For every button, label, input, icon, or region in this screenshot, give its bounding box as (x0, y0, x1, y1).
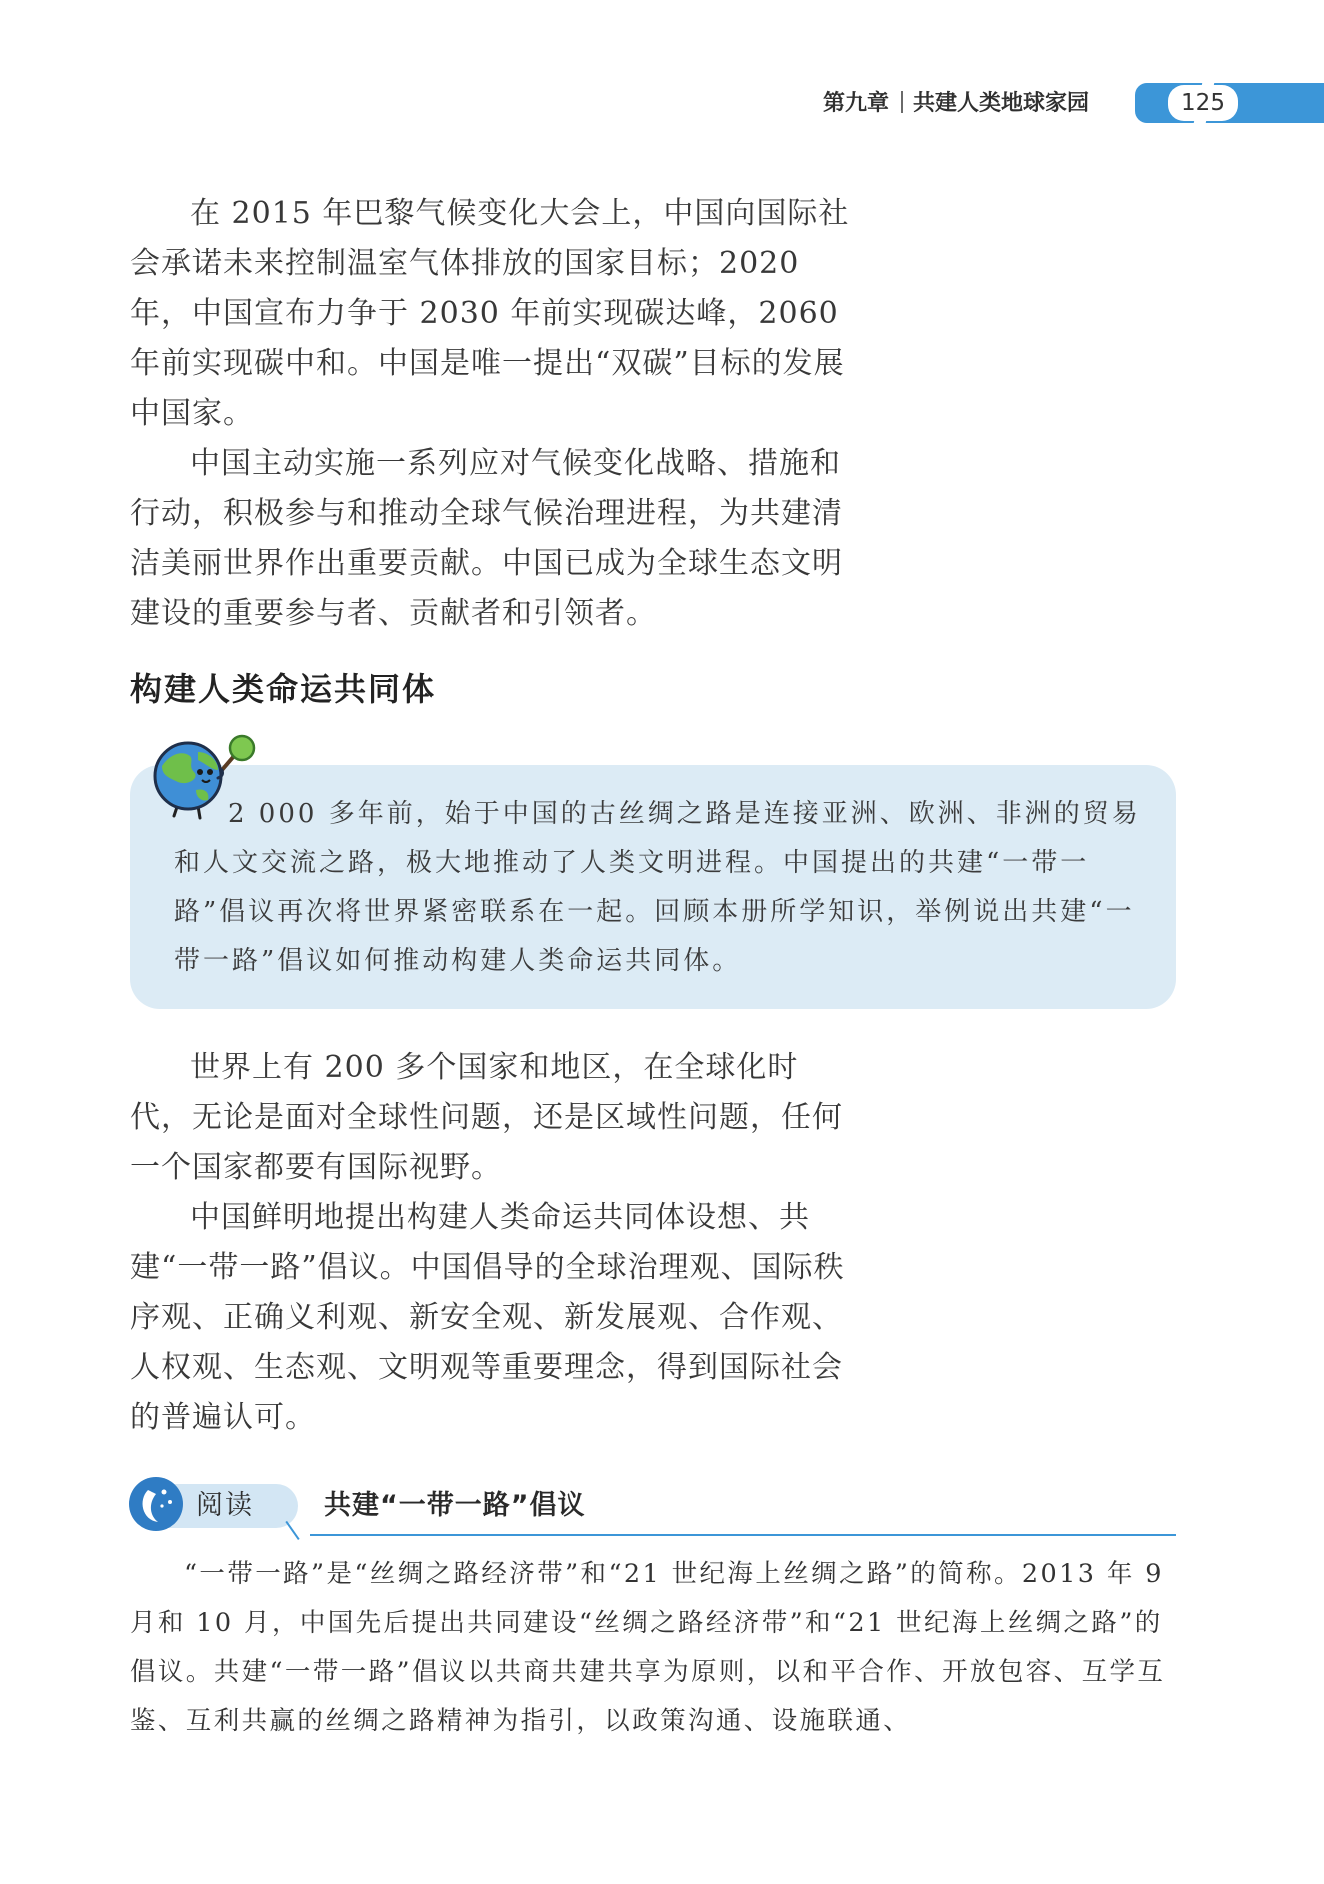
header-divider (901, 91, 903, 113)
body-paragraph: 中国鲜明地提出构建人类命运共同体设想、共建“一带一路”倡议。中国倡导的全球治理观、国际秩序观、正确义利观、新安全观、新发展观、合作观、人权观、生态观、文明观等重要理念，得到国际社会的普遍认可。 (130, 1200, 845, 1435)
page-number: 125 (1168, 85, 1238, 121)
reading-underline (310, 1534, 1176, 1536)
reading-text: “一带一路”是“丝绸之路经济带”和“21 世纪海上丝绸之路”的简称。2013 年 9 月和 10 月，中国先后提出共同建设“丝绸之路经济带”和“21 世纪海上丝绸之路”的倡议。共建“一带一路”倡议以共商共建共享为原则，以和平合作、开放包容、互学互鉴、互利共赢的丝绸之路精神为指引，以政策沟通、设施联通、 (130, 1559, 1166, 1736)
activity-text: 2 000 多年前，始于中国的古丝绸之路是连接亚洲、欧洲、非洲的贸易和人文交流之路，极大地推动了人类文明进程。中国提出的共建“一带一路”倡议再次将世界紧密联系在一起。回顾本册所学知识，举例说出共建“一带一路”倡议如何推动构建人类命运共同体。 (174, 799, 1141, 976)
section-title: 构建人类命运共同体 (130, 670, 437, 708)
body-paragraph: 世界上有 200 多个国家和地区，在全球化时代，无论是面对全球性问题，还是区域性问题，任何一个国家都要有国际视野。 (130, 1050, 843, 1185)
chapter-title: 共建人类地球家园 (913, 91, 1090, 116)
reading-label: 阅读 (196, 1490, 254, 1521)
body-paragraph: 在 2015 年巴黎气候变化大会上，中国向国际社会承诺未来控制温室气体排放的国家目标；2020 年，中国宣布力争于 2030 年前实现碳达峰，2060 年前实现碳中和。中国是唯一提出“双碳”目标的发展中国家。 (130, 196, 850, 431)
running-header (823, 86, 1089, 122)
body-paragraph: 中国主动实施一系列应对气候变化战略、措施和行动，积极参与和推动全球气候治理进程，为共建清洁美丽世界作出重要贡献。中国已成为全球生态文明建设的重要参与者、贡献者和引领者。 (130, 446, 843, 631)
chapter-number: 第九章 (823, 91, 890, 116)
reading-moon-icon (128, 1476, 184, 1532)
reading-underline-tick (285, 1521, 299, 1540)
reading-title: 共建“一带一路”倡议 (324, 1490, 586, 1521)
